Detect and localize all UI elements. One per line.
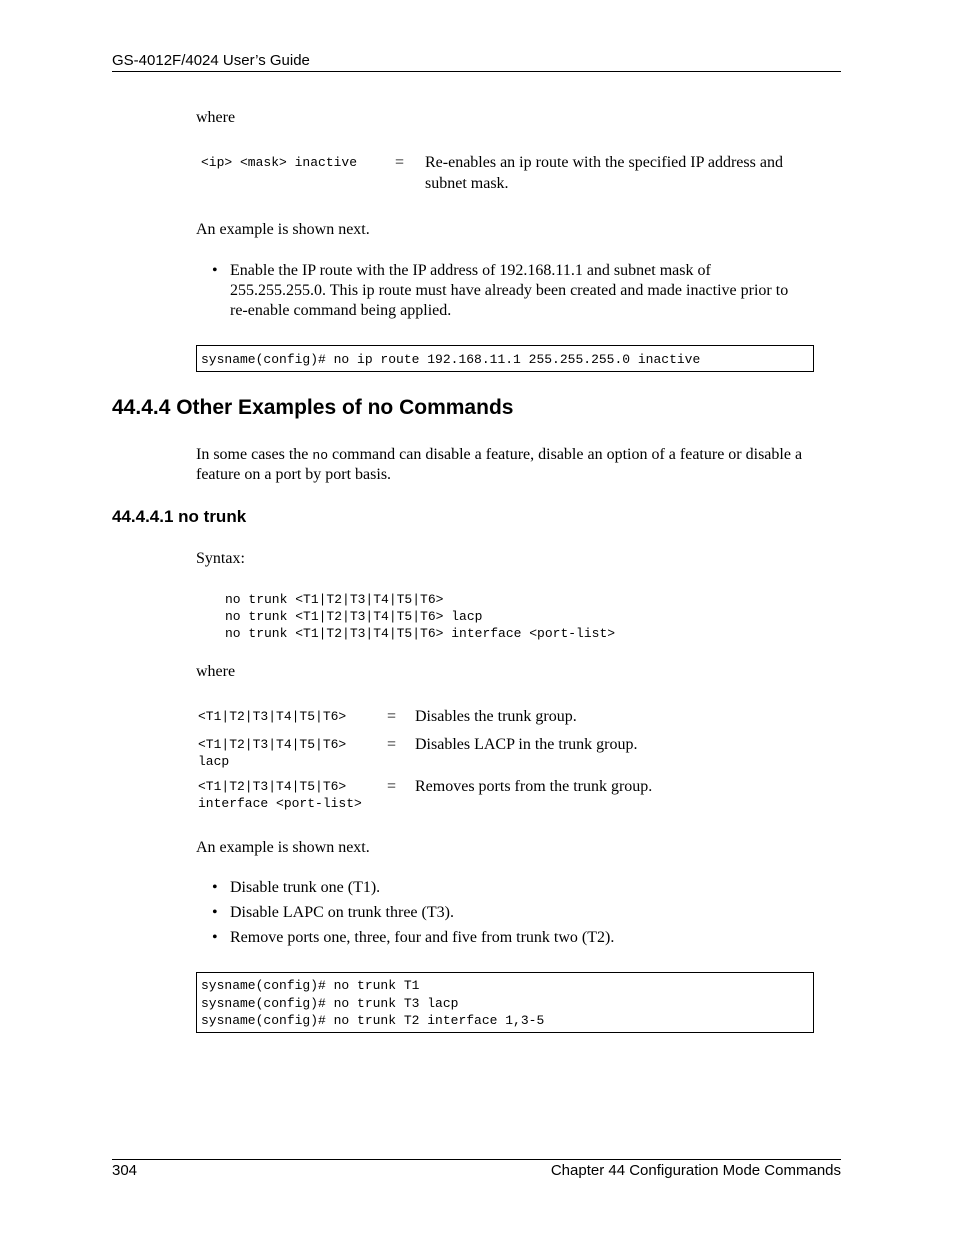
chapter-title: Chapter 44 Configuration Mode Commands bbox=[550, 1162, 841, 1179]
param-description-line2: subnet mask. bbox=[425, 175, 509, 192]
param-description-line1: Re-enables an ip route with the specified IP address and bbox=[425, 154, 783, 171]
param-description: Disables the trunk group. bbox=[415, 708, 577, 725]
syntax-line: no trunk <T1|T2|T3|T4|T5|T6> lacp bbox=[225, 609, 483, 624]
running-header: GS-4012F/4024 User’s Guide bbox=[112, 52, 310, 69]
where-label: where bbox=[196, 663, 236, 680]
code-line: sysname(config)# no trunk T3 lacp bbox=[201, 996, 459, 1011]
para-text: command can disable a feature, disable an option of a feature or disable a bbox=[328, 446, 803, 463]
param-term: <ip> <mask> inactive bbox=[201, 155, 358, 170]
bullet-line2: 255.255.255.0. This ip route must have already been created and made inactive prior to bbox=[230, 282, 789, 299]
example-intro: An example is shown next. bbox=[196, 221, 370, 238]
param-term-continued: interface <port-list> bbox=[198, 796, 362, 811]
syntax-line: no trunk <T1|T2|T3|T4|T5|T6> bbox=[225, 592, 444, 607]
example-intro: An example is shown next. bbox=[196, 839, 370, 856]
bullet-line3: re-enable command being applied. bbox=[230, 302, 452, 319]
param-equals: = bbox=[387, 736, 397, 753]
code-line: sysname(config)# no trunk T1 bbox=[201, 978, 420, 993]
bullet-marker: • bbox=[212, 262, 218, 279]
para-text: In some cases the bbox=[196, 446, 313, 463]
param-term: <T1|T2|T3|T4|T5|T6> bbox=[198, 737, 347, 752]
section-heading: 44.4.4 Other Examples of no Commands bbox=[112, 396, 514, 419]
bullet-item: Disable trunk one (T1). bbox=[230, 879, 381, 896]
param-term: <T1|T2|T3|T4|T5|T6> bbox=[198, 779, 347, 794]
param-equals: = bbox=[387, 708, 397, 725]
inline-code: no bbox=[312, 448, 329, 463]
code-line: sysname(config)# no trunk T2 interface 1,3-5 bbox=[201, 1013, 545, 1028]
bullet-marker: • bbox=[212, 879, 218, 896]
param-term-continued: lacp bbox=[198, 754, 230, 769]
section-paragraph-line1 bbox=[196, 445, 802, 466]
param-equals: = bbox=[395, 154, 405, 171]
syntax-line: no trunk <T1|T2|T3|T4|T5|T6> interface <port-list> bbox=[225, 626, 616, 641]
code-box bbox=[196, 972, 814, 1033]
subsection-heading: 44.4.4.1 no trunk bbox=[112, 507, 247, 526]
param-description: Removes ports from the trunk group. bbox=[415, 778, 653, 795]
param-equals: = bbox=[387, 778, 397, 795]
bullet-line1: Enable the IP route with the IP address of 192.168.11.1 and subnet mask of bbox=[230, 262, 711, 279]
param-description: Disables LACP in the trunk group. bbox=[415, 736, 638, 753]
footer-rule bbox=[112, 1159, 841, 1160]
bullet-item: Remove ports one, three, four and five from trunk two (T2). bbox=[230, 929, 615, 946]
bullet-marker: • bbox=[212, 904, 218, 921]
page-number: 304 bbox=[112, 1162, 138, 1179]
param-term: <T1|T2|T3|T4|T5|T6> bbox=[198, 709, 347, 724]
where-label: where bbox=[196, 109, 236, 126]
bullet-marker: • bbox=[212, 929, 218, 946]
code-line: sysname(config)# no ip route 192.168.11.1 255.255.255.0 inactive bbox=[201, 352, 701, 367]
section-paragraph-line2: feature on a port by port basis. bbox=[196, 466, 392, 483]
header-rule bbox=[112, 71, 841, 72]
bullet-item: Disable LAPC on trunk three (T3). bbox=[230, 904, 454, 921]
syntax-label: Syntax: bbox=[196, 550, 245, 567]
code-box bbox=[196, 345, 814, 372]
